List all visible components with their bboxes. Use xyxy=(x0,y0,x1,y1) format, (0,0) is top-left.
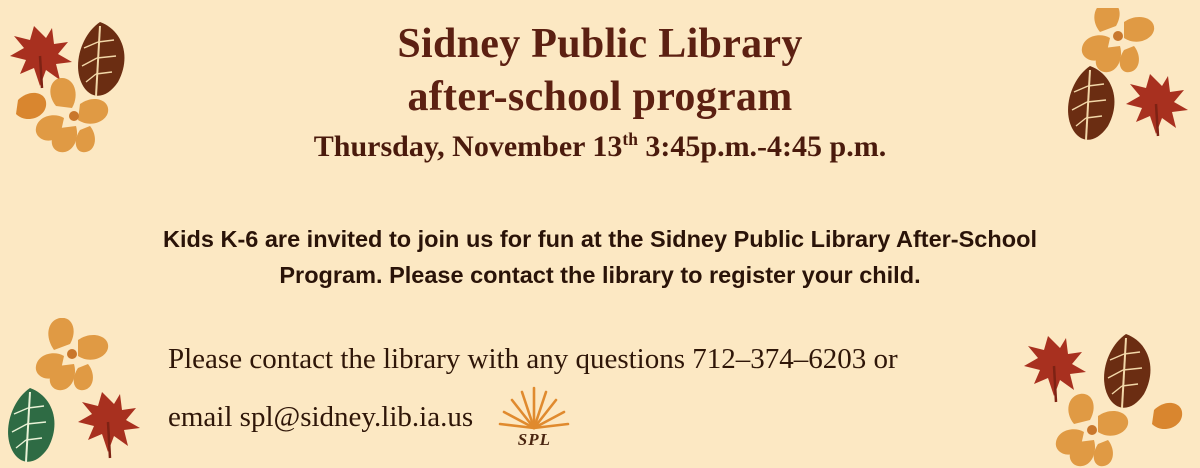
contact-line-2: email spl@sidney.lib.ia.us xyxy=(168,401,474,434)
event-date-time xyxy=(0,129,1200,164)
spl-logo-label: SPL xyxy=(517,430,551,450)
spl-logo xyxy=(490,384,578,458)
maple-leaf-icon xyxy=(78,392,140,458)
contact-information xyxy=(168,338,1048,454)
buckeye-leaf-icon xyxy=(1056,394,1128,466)
contact-line-1: Please contact the library with any questions 712–374–6203 or xyxy=(168,343,898,375)
heading-line-1: Sidney Public Library xyxy=(397,21,803,67)
ordinal-suffix: th xyxy=(622,129,638,149)
contact-line-2-row xyxy=(168,380,1048,454)
flyer-body-text: Kids K-6 are invited to join us for fun at the Sidney Public Library After-School Program. Please contact the library to register your child. xyxy=(163,226,1037,288)
autumn-leaves-decoration-bottom-left xyxy=(6,318,186,468)
heading-line-2: after-school program xyxy=(407,73,793,120)
birch-leaf-icon xyxy=(8,388,54,462)
event-time: 3:45p.m.-4:45 p.m. xyxy=(637,130,887,163)
small-leaf-icon xyxy=(1152,403,1182,429)
flyer-heading xyxy=(0,18,1200,164)
buckeye-leaf-icon xyxy=(36,318,108,390)
event-date-prefix: Thursday, November 13 xyxy=(313,130,623,163)
birch-leaf-icon xyxy=(1104,334,1150,408)
